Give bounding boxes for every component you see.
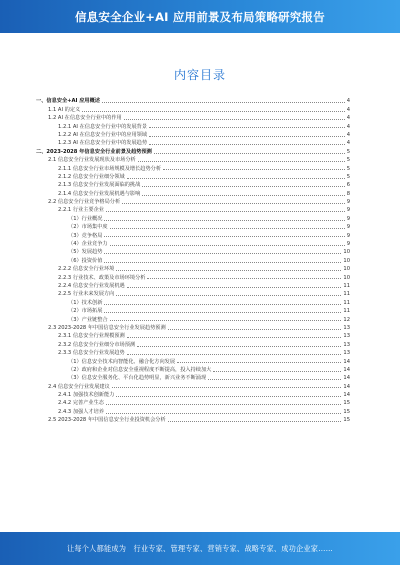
toc-entry-label: 2.4.1 加强技术创新能力 xyxy=(58,392,115,399)
toc-entry-label: （6）投资价值 xyxy=(68,257,103,264)
toc-entry-page: 14 xyxy=(343,383,350,390)
toc-entry[interactable] xyxy=(36,96,350,104)
toc-entry-label: 2.1.4 信息安全行业发展机遇与影响 xyxy=(58,190,141,197)
toc-dot-leader xyxy=(116,396,341,397)
toc-entry-label: （5）发展趋势 xyxy=(68,249,103,256)
toc-entry[interactable] xyxy=(36,373,350,381)
toc-entry-page: 9 xyxy=(346,207,350,214)
toc-entry[interactable] xyxy=(36,348,350,356)
toc-entry-page: 4 xyxy=(346,140,350,147)
toc-dot-leader xyxy=(104,312,341,313)
toc-dot-leader xyxy=(102,102,345,103)
toc-dot-leader xyxy=(106,413,341,414)
toc-entry-label: 2.5 2023-2028 年中国信息安全行业投资机会分析 xyxy=(48,417,166,424)
toc-entry-page: 4 xyxy=(346,106,350,113)
toc-entry-page: 10 xyxy=(343,257,350,264)
toc-entry[interactable] xyxy=(36,163,350,171)
toc-entry[interactable] xyxy=(36,205,350,213)
toc-entry-page: 13 xyxy=(343,324,350,331)
toc-entry-label: 1.2 AI 在信息安全行业中的作用 xyxy=(48,115,122,122)
toc-entry-page: 14 xyxy=(343,366,350,373)
toc-entry-label: 一、信息安全+AI 应用概述 xyxy=(36,98,100,105)
toc-entry-label: （3）竞争格局 xyxy=(68,232,103,239)
toc-entry-label: 1.2.1 AI 在信息安全行业中的发展背景 xyxy=(58,123,148,130)
toc-entry[interactable] xyxy=(36,272,350,280)
toc-entry[interactable] xyxy=(36,365,350,373)
toc-dot-leader xyxy=(142,195,344,196)
toc-entry-page: 11 xyxy=(343,291,350,298)
toc-entry-label: 2.4 信息安全行业发展建议 xyxy=(48,383,110,390)
toc-entry[interactable] xyxy=(36,264,350,272)
toc-entry-label: 1.2.2 AI 在信息安全行业中的应用领域 xyxy=(58,131,148,138)
toc-entry-page: 9 xyxy=(346,215,350,222)
table-of-contents xyxy=(36,96,350,423)
toc-entry[interactable] xyxy=(36,197,350,205)
report-title: 信息安全企业+AI 应用前景及布局策略研究报告 xyxy=(75,9,325,24)
toc-entry[interactable] xyxy=(36,155,350,163)
header-banner xyxy=(0,0,400,33)
toc-entry-page: 10 xyxy=(343,249,350,256)
toc-entry-page: 15 xyxy=(343,417,350,424)
toc-entry[interactable] xyxy=(36,230,350,238)
toc-dot-leader xyxy=(213,371,341,372)
toc-dot-leader xyxy=(106,211,345,212)
toc-entry-label: 2.4.2 完善产业生态 xyxy=(58,400,104,407)
toc-entry[interactable] xyxy=(36,406,350,414)
toc-entry[interactable] xyxy=(36,306,350,314)
toc-entry-page: 11 xyxy=(343,299,350,306)
toc-entry[interactable] xyxy=(36,281,350,289)
toc-dot-leader xyxy=(168,421,342,422)
toc-heading: 内容目录 xyxy=(173,68,226,82)
toc-dot-leader xyxy=(104,304,341,305)
toc-entry-page: 4 xyxy=(346,131,350,138)
toc-dot-leader xyxy=(104,253,341,254)
toc-entry[interactable] xyxy=(36,239,350,247)
toc-entry-page: 9 xyxy=(346,224,350,231)
toc-dot-leader xyxy=(110,245,345,246)
toc-dot-leader xyxy=(127,178,345,179)
toc-entry-label: 二、2023-2028 年信息安全行业前景及趋势预测 xyxy=(36,148,152,155)
toc-entry[interactable] xyxy=(36,222,350,230)
toc-dot-leader xyxy=(127,287,342,288)
toc-entry[interactable] xyxy=(36,138,350,146)
toc-entry-page: 11 xyxy=(343,308,350,315)
toc-dot-leader xyxy=(104,220,344,221)
toc-entry[interactable] xyxy=(36,331,350,339)
toc-entry-page: 9 xyxy=(346,199,350,206)
toc-dot-leader xyxy=(149,144,345,145)
toc-entry[interactable] xyxy=(36,247,350,255)
toc-dot-leader xyxy=(208,379,341,380)
toc-entry[interactable] xyxy=(36,289,350,297)
toc-entry-page: 13 xyxy=(343,350,350,357)
toc-entry[interactable] xyxy=(36,180,350,188)
toc-dot-leader xyxy=(112,387,342,388)
toc-entry-label: （1）技术创新 xyxy=(68,299,103,306)
toc-entry-page: 10 xyxy=(343,266,350,273)
footer-slogan: 让每个人都能成为 行业专家、管理专家、营销专家、战略专家、成功企业家…… xyxy=(67,543,333,553)
toc-dot-leader xyxy=(142,186,344,187)
toc-entry-label: （2）政府和企业对信息安全重视程度不断提高，投入持续加大 xyxy=(68,366,212,373)
toc-dot-leader xyxy=(137,346,341,347)
toc-entry[interactable] xyxy=(36,356,350,364)
toc-entry[interactable] xyxy=(36,381,350,389)
toc-entry-label: 2.3.2 信息安全行业细分市场预测 xyxy=(58,341,136,348)
toc-entry-page: 5 xyxy=(346,148,350,155)
toc-entry-page: 4 xyxy=(346,115,350,122)
toc-entry-page: 6 xyxy=(346,182,350,189)
toc-entry-label: 2.2.4 信息安全行业发展机遇 xyxy=(58,282,125,289)
toc-entry-page: 5 xyxy=(346,157,350,164)
toc-dot-leader xyxy=(124,119,345,120)
toc-entry-label: （1）行业概况 xyxy=(68,215,103,222)
toc-entry[interactable] xyxy=(36,121,350,129)
toc-dot-leader xyxy=(163,169,345,170)
toc-entry-page: 13 xyxy=(343,341,350,348)
toc-entry-page: 12 xyxy=(343,316,350,323)
toc-entry[interactable] xyxy=(36,415,350,423)
toc-dot-leader xyxy=(168,329,342,330)
toc-entry[interactable] xyxy=(36,104,350,112)
toc-entry-label: 1.2.3 AI 在信息安全行业中的发展趋势 xyxy=(58,140,148,147)
toc-entry[interactable] xyxy=(36,255,350,263)
toc-dot-leader xyxy=(106,404,341,405)
toc-entry[interactable] xyxy=(36,339,350,347)
toc-entry-page: 15 xyxy=(343,408,350,415)
toc-dot-leader xyxy=(177,362,341,363)
toc-dot-leader xyxy=(116,270,341,271)
toc-dot-leader xyxy=(110,320,342,321)
toc-entry-label: 2.2.2 信息安全行业环境 xyxy=(58,266,115,273)
toc-entry-label: 2.1 信息安全行业发展现状及市场分析 xyxy=(48,157,136,164)
toc-entry-page: 9 xyxy=(346,232,350,239)
toc-dot-leader xyxy=(127,337,342,338)
toc-dot-leader xyxy=(154,153,345,154)
toc-entry[interactable] xyxy=(36,113,350,121)
toc-entry-page: 4 xyxy=(346,123,350,130)
toc-entry-label: 2.4.3 加强人才培养 xyxy=(58,408,104,415)
toc-entry-label: 1.1 AI 的定义 xyxy=(48,106,81,113)
toc-dot-leader xyxy=(149,127,345,128)
toc-entry[interactable] xyxy=(36,172,350,180)
toc-entry-label: 2.3 2023-2028 年中国信息安全行业发展趋势预测 xyxy=(48,324,166,331)
toc-entry[interactable] xyxy=(36,390,350,398)
toc-entry[interactable] xyxy=(36,323,350,331)
toc-entry-label: 2.1.2 信息安全行业细分领域 xyxy=(58,173,125,180)
toc-dot-leader xyxy=(138,161,345,162)
toc-dot-leader xyxy=(122,203,345,204)
toc-entry-page: 5 xyxy=(346,165,350,172)
toc-dot-leader xyxy=(104,236,344,237)
toc-entry-page: 14 xyxy=(343,375,350,382)
toc-entry-label: 2.1.1 信息安全行业市场规模及增长趋势分析 xyxy=(58,165,162,172)
toc-dot-leader xyxy=(116,295,341,296)
toc-entry-page: 14 xyxy=(343,392,350,399)
toc-entry-label: 2.3.1 信息安全行业规模预测 xyxy=(58,333,125,340)
toc-entry[interactable] xyxy=(36,314,350,322)
toc-entry-label: （1）信息安全技术向智能化、融合化方向发展 xyxy=(68,358,176,365)
toc-entry[interactable] xyxy=(36,213,350,221)
toc-entry[interactable] xyxy=(36,130,350,138)
toc-entry-label: 2.3.3 信息安全行业发展趋势 xyxy=(58,350,125,357)
toc-dot-leader xyxy=(110,228,345,229)
toc-entry-label: 2.2.1 行业主要企业 xyxy=(58,207,104,214)
toc-entry-page: 5 xyxy=(346,173,350,180)
toc-entry-label: （4）企业竞争力 xyxy=(68,241,108,248)
toc-entry-label: （2）市场拓展 xyxy=(68,308,103,315)
toc-dot-leader xyxy=(149,136,345,137)
toc-entry-page: 14 xyxy=(343,358,350,365)
toc-dot-leader xyxy=(147,278,341,279)
toc-dot-leader xyxy=(82,111,344,112)
toc-entry[interactable] xyxy=(36,146,350,154)
toc-entry-page: 15 xyxy=(343,400,350,407)
toc-entry[interactable] xyxy=(36,297,350,305)
toc-entry-page: 13 xyxy=(343,333,350,340)
toc-entry-page: 8 xyxy=(346,190,350,197)
toc-entry-page: 4 xyxy=(346,98,350,105)
toc-entry-label: （3）产业链整合 xyxy=(68,316,108,323)
toc-entry-page: 10 xyxy=(343,274,350,281)
toc-entry-label: （2）市场集中度 xyxy=(68,224,108,231)
toc-dot-leader xyxy=(127,354,342,355)
toc-entry-label: 2.2 信息安全行业竞争格局分析 xyxy=(48,199,121,206)
toc-entry-label: 2.1.3 信息安全行业发展面临的挑战 xyxy=(58,182,141,189)
footer-banner xyxy=(0,532,400,565)
toc-entry-label: （3）信息安全服务化、平台化趋势明显，新兴业务不断涌现 xyxy=(68,375,207,382)
toc-entry-page: 9 xyxy=(346,241,350,248)
toc-entry-label: 2.2.3 行业技术、政策及市场环境分析 xyxy=(58,274,146,281)
toc-entry-label: 2.2.5 行业未来发展方向 xyxy=(58,291,115,298)
toc-entry[interactable] xyxy=(36,398,350,406)
toc-entry[interactable] xyxy=(36,188,350,196)
toc-entry-page: 11 xyxy=(343,282,350,289)
toc-dot-leader xyxy=(104,262,341,263)
